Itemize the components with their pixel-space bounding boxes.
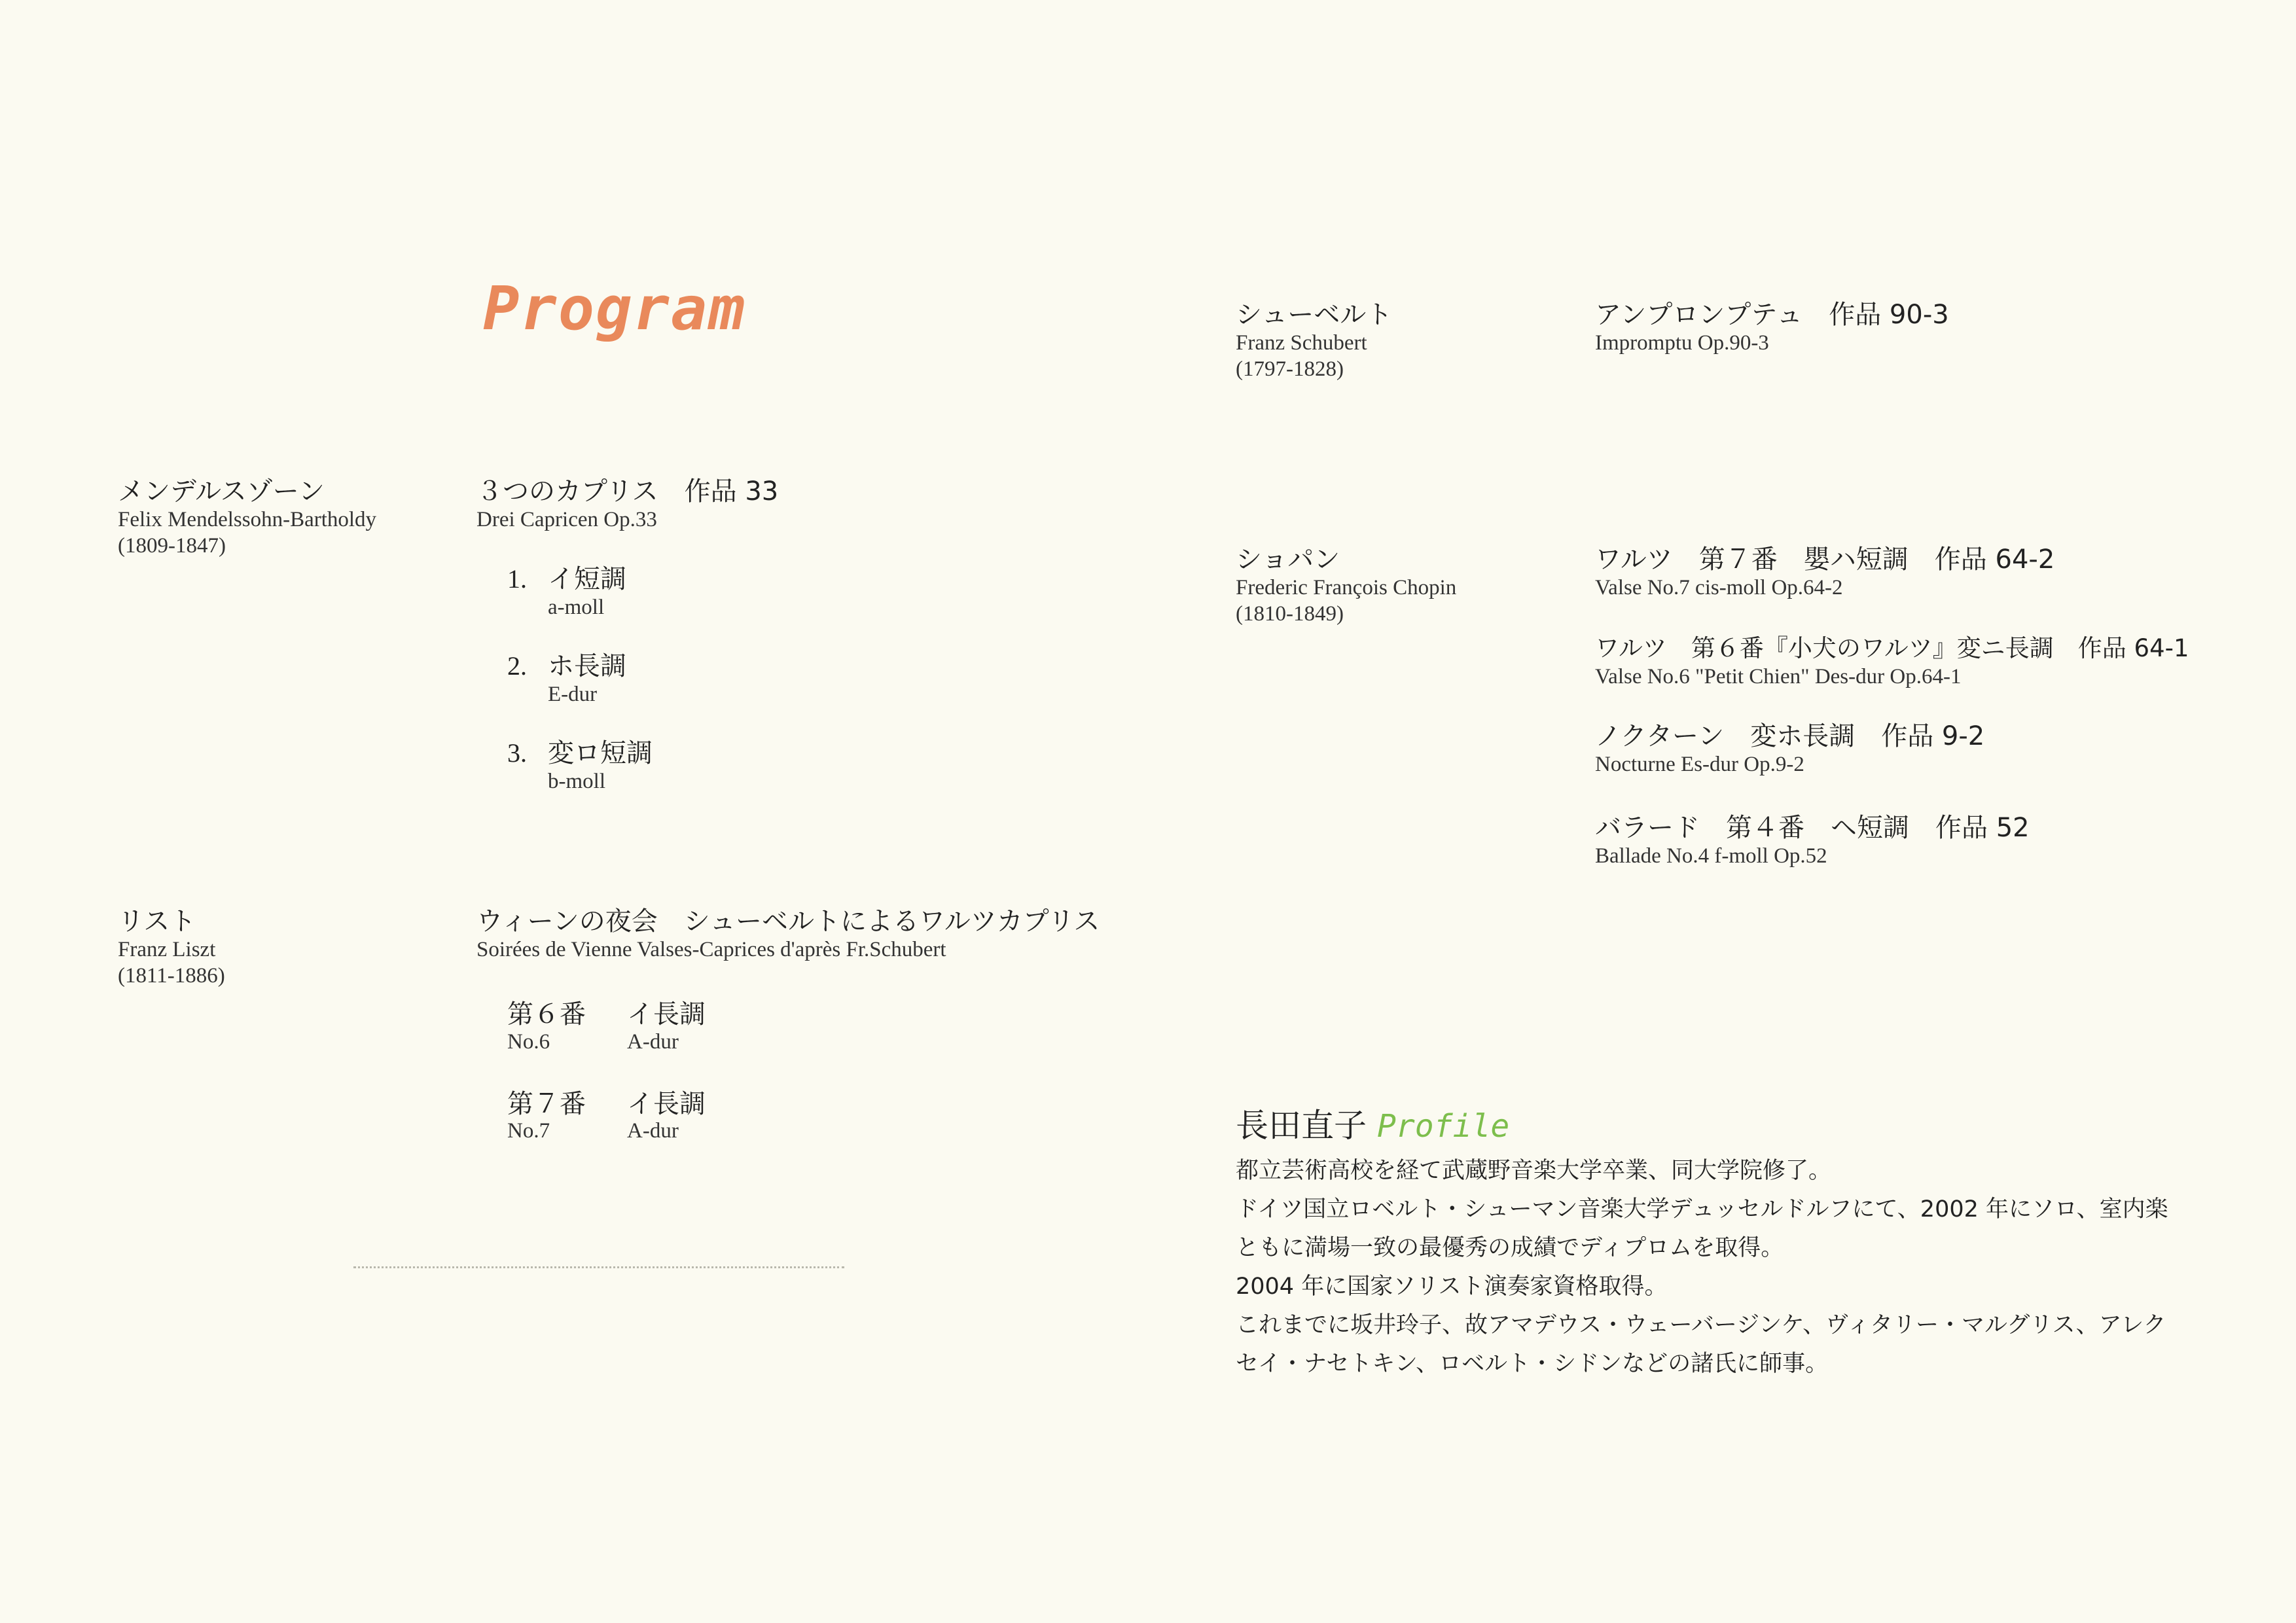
- liszt-item-2-key-jp: イ長調: [627, 1089, 706, 1119]
- liszt-item-2-number-jp: 第７番: [507, 1089, 586, 1119]
- liszt-item-1-key-jp: イ長調: [627, 999, 706, 1029]
- composer-name-en: Felix Mendelssohn-Bartholdy: [118, 508, 377, 531]
- piece-title-en: Ballade No.4 f-moll Op.52: [1595, 844, 1827, 868]
- composer-liszt: [118, 906, 225, 989]
- composer-name-jp: ショパン: [1236, 544, 1340, 575]
- profile-line: 2004 年に国家ソリスト演奏家資格取得。: [1236, 1274, 1668, 1300]
- profile-line: セイ・ナセトキン、ロベルト・シドンなどの諸氏に師事。: [1236, 1351, 1829, 1377]
- composer-schubert: [1236, 300, 1392, 382]
- movement-key-en: b-moll: [548, 770, 605, 793]
- profile-title: [1236, 1099, 1509, 1147]
- composer-name-en: Franz Liszt: [118, 938, 216, 961]
- piece-title-jp: ワルツ 第６番『小犬のワルツ』変ニ長調 作品 64-1: [1595, 634, 2189, 662]
- composer-mendelssohn: [118, 476, 376, 559]
- composer-years: (1811-1886): [118, 964, 225, 988]
- composer-chopin: [1236, 544, 1456, 627]
- piece-title-en: Drei Capricen Op.33: [476, 508, 657, 531]
- piece-title-jp: ノクターン 変ホ長調 作品 9-2: [1595, 721, 1985, 751]
- profile-label: Profile: [1377, 1108, 1510, 1145]
- profile-line: ドイツ国立ロベルト・シューマン音楽大学デュッセルドルフにて、2002 年にソロ、室内楽: [1236, 1196, 2168, 1222]
- piece-schubert-impromptu: [1595, 300, 1949, 356]
- composer-years: (1810-1849): [1236, 602, 1344, 626]
- piece-title-en: Valse No.7 cis-moll Op.64-2: [1595, 576, 1843, 599]
- movement-key-en: a-moll: [548, 596, 605, 619]
- piece-title-en: Valse No.6 "Petit Chien" Des-dur Op.64-1: [1595, 665, 1962, 688]
- composer-name-en: Frederic François Chopin: [1236, 576, 1457, 599]
- liszt-item-1-number-jp: 第６番: [507, 999, 586, 1029]
- performer-name: 長田直子: [1236, 1107, 1367, 1145]
- piece-chopin-ballade: [1595, 813, 2030, 869]
- movement-3: [507, 738, 653, 794]
- movement-key-en: E-dur: [548, 683, 598, 706]
- piece-title-en: Soirées de Vienne Valses-Caprices d'après Fr.Schubert: [476, 938, 946, 961]
- piece-title-jp: アンプロンプテュ 作品 90-3: [1595, 300, 1949, 330]
- profile-text: [1236, 1152, 2204, 1383]
- piece-title-jp: ３つのカプリス 作品 33: [476, 476, 779, 507]
- dotted-divider: [353, 1266, 844, 1268]
- program-heading: Program: [483, 274, 746, 344]
- piece-title-jp: ウィーンの夜会 シューベルトによるワルツカプリス: [476, 906, 1100, 936]
- composer-name-jp: メンデルスゾーン: [118, 476, 325, 507]
- profile-line: 都立芸術高校を経て武蔵野音楽大学卒業、同大学院修了。: [1236, 1158, 1832, 1184]
- movement-number: 3.: [507, 738, 527, 768]
- movement-key-jp: 変ロ短調: [548, 738, 653, 768]
- movement-key-jp: ホ長調: [548, 651, 626, 681]
- profile-line: ともに満場一致の最優秀の成績でディプロムを取得。: [1236, 1235, 1784, 1261]
- piece-liszt-soirees: [476, 906, 1100, 963]
- composer-years: (1809-1847): [118, 534, 226, 558]
- piece-title-en: Nocturne Es-dur Op.9-2: [1595, 753, 1804, 776]
- movement-2: [507, 651, 626, 707]
- movement-number: 1.: [507, 564, 527, 594]
- piece-chopin-valse-6: [1595, 633, 2189, 690]
- piece-mendelssohn-capricen: [476, 476, 778, 533]
- composer-name-en: Franz Schubert: [1236, 331, 1367, 355]
- composer-name-jp: シューベルト: [1236, 300, 1393, 330]
- movement-key-jp: イ短調: [548, 564, 626, 594]
- movement-1: [507, 564, 626, 620]
- piece-title-jp: ワルツ 第７番 嬰ハ短調 作品 64-2: [1595, 544, 2055, 575]
- piece-chopin-valse-7: [1595, 544, 2054, 601]
- piece-chopin-nocturne: [1595, 721, 1984, 777]
- composer-name-jp: リスト: [118, 906, 196, 936]
- composer-years: (1797-1828): [1236, 357, 1344, 381]
- liszt-item-1-number-en: No.6: [507, 1030, 550, 1054]
- liszt-item-2-key-en: A-dur: [627, 1119, 679, 1143]
- liszt-item-2-number-en: No.7: [507, 1119, 550, 1143]
- piece-title-en: Impromptu Op.90-3: [1595, 331, 1769, 355]
- profile-line: これまでに坂井玲子、故アマデウス・ウェーバージンケ、ヴィタリー・マルグリス、アレク: [1236, 1312, 2166, 1338]
- movement-number: 2.: [507, 651, 527, 681]
- liszt-item-1-key-en: A-dur: [627, 1030, 679, 1054]
- piece-title-jp: バラード 第４番 ヘ短調 作品 52: [1595, 813, 2030, 843]
